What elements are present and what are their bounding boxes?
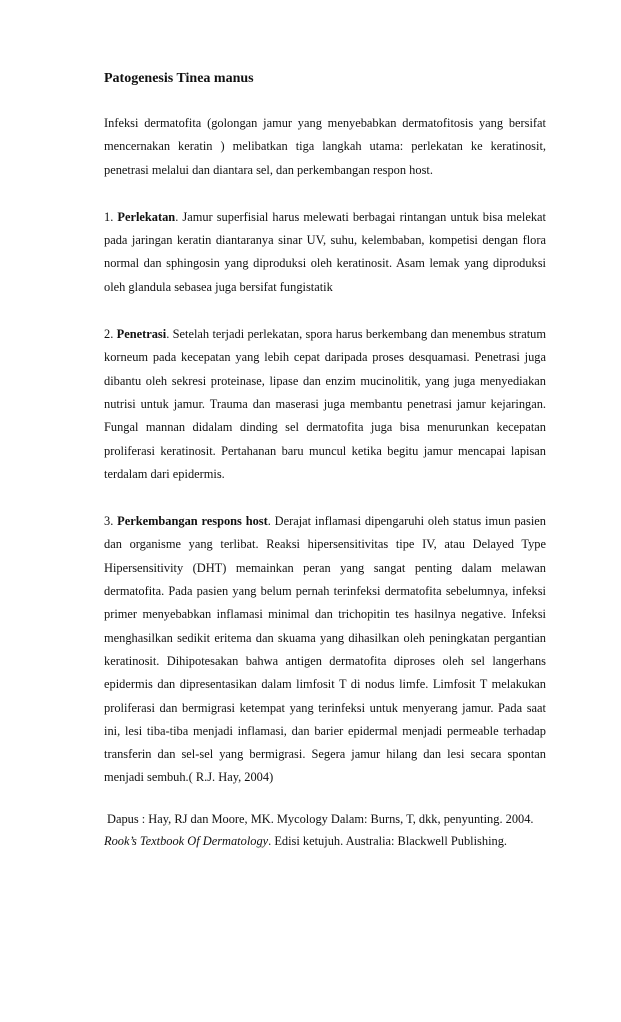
section-text: . Derajat inflamasi dipengaruhi oleh status imun pasien dan organisme yang terlibat. Reaksi hipersensitivitas tipe IV, atau Delayed Type Hipersensitivity (DHT) memainkan peran yang sangat penting dalam melawan dermatofita. Pada pasien yang belum pernah terinfeksi dermatofita sebelumnya, infeksi primer menyebabkan inflamasi minimal dan trichopitin tes hasilnya negative. Infeksi menghasilkan sedikit eritema dan skuama yang dihasilkan oleh peningkatan pergantian keratinosit. Dihipotesakan bahwa antigen dermatofita diproses oleh sel langerhans epidermis dan dipresentasikan dalam limfosit T di nodus limfe. Limfosit T melakukan proliferasi dan bermigrasi ketempat yang terinfeksi untuk menyerang jamur. Pada saat ini, lesi tiba-tiba menjadi inflamasi, dan barier epidermal menjadi permeable terhadap transferin dan sel-sel yang bermigrasi. Segera jamur hilang dan lesi secara spontan menjadi sembuh.( R.J. Hay, 2004) bbox=[104, 514, 546, 785]
document-content bbox=[104, 70, 546, 852]
section-respons-host bbox=[104, 510, 546, 790]
reference-block bbox=[104, 808, 546, 852]
reference-publication-details: . Edisi ketujuh. Australia: Blackwell Publishing. bbox=[268, 833, 508, 848]
reference-line-1: Dapus : Hay, RJ dan Moore, MK. Mycology Dalam: Burns, T, dkk, penyunting. 2004. bbox=[107, 811, 534, 826]
section-term: Perlekatan bbox=[117, 209, 176, 224]
section-number: 3. bbox=[104, 514, 114, 529]
reference-book-title: Rook’s Textbook Of Dermatology bbox=[104, 833, 269, 848]
section-number: 2. bbox=[104, 327, 114, 342]
document-title: Patogenesis Tinea manus bbox=[104, 71, 254, 86]
section-perlekatan bbox=[104, 206, 546, 299]
section-number: 1. bbox=[104, 209, 114, 224]
section-penetrasi bbox=[104, 323, 546, 486]
section-text: . Setelah terjadi perlekatan, spora harus berkembang dan menembus stratum korneum pada kecepatan yang lebih cepat daripada proses desquamasi. Penetrasi juga dibantu oleh sekresi proteinase, lipase dan enzim mucinolitik, yang juga menyediakan nutrisi untuk jamur. Trauma dan maserasi juga membantu penetrasi jamur kejaringan. Fungal mannan didalam dinding sel dermatofita juga bisa menurunkan kecepatan proliferasi keratinosit. Pertahanan baru muncul ketika begitu jamur mencapai lapisan terdalam dari epidermis. bbox=[104, 327, 546, 481]
section-term: Penetrasi bbox=[116, 327, 167, 342]
section-text: . Jamur superfisial harus melewati berbagai rintangan untuk bisa melekat pada jaringan keratin diantaranya sinar UV, suhu, kelembaban, kompetisi dengan flora normal dan sphingosin yang diproduksi oleh keratinosit. Asam lemak yang diproduksi oleh glandula sebasea juga bersifat fungistatik bbox=[104, 209, 547, 294]
intro-paragraph: Infeksi dermatofita (golongan jamur yang menyebabkan dermatofitosis yang bersifat mencernakan keratin ) melibatkan tiga langkah utama: perlekatan ke keratinosit, penetrasi melalui dan diantara sel, dan perkembangan respon host. bbox=[104, 116, 546, 177]
section-term: Perkembangan respons host bbox=[117, 514, 268, 529]
reference-line-2 bbox=[104, 830, 546, 852]
